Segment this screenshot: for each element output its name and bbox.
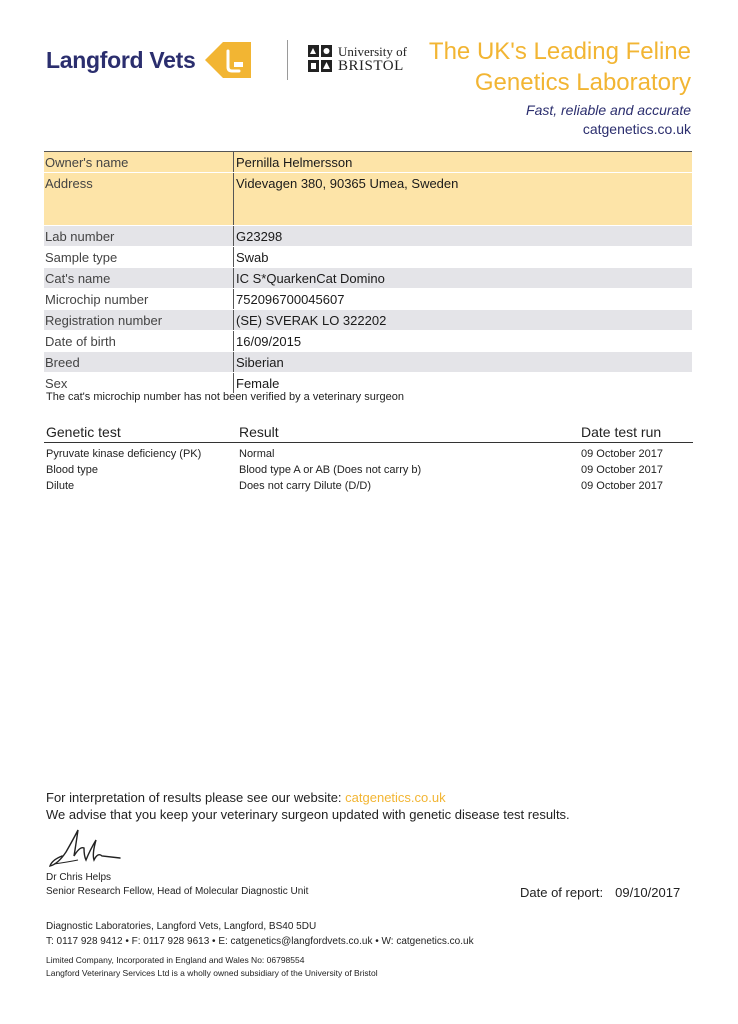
detail-value: 752096700045607 [233, 289, 692, 309]
lab-title [429, 36, 691, 98]
result-row [44, 446, 693, 462]
microchip-note: The cat's microchip number has not been verified by a veterinary surgeon [46, 391, 404, 403]
result-test-name: Dilute [46, 480, 75, 492]
result-date: 09 October 2017 [581, 448, 663, 460]
company-subsidiary: Langford Veterinary Services Ltd is a wholly owned subsidiary of the University of Bristol [46, 968, 378, 978]
header-result: Result [239, 424, 279, 440]
signer-name: Dr Chris Helps [46, 872, 112, 883]
lab-address-block [46, 919, 474, 949]
interpretation-link[interactable]: catgenetics.co.uk [345, 790, 446, 805]
detail-row [44, 173, 692, 226]
detail-label: Owner's name [45, 155, 129, 170]
result-date: 09 October 2017 [581, 480, 663, 492]
header-date-test-run: Date test run [581, 424, 662, 440]
report-date-value: 09/10/2017 [615, 885, 681, 900]
langford-leaf-icon [201, 40, 253, 80]
langford-vets-logo [46, 40, 253, 80]
company-info [46, 954, 378, 980]
detail-value: (SE) SVERAK LO 322202 [233, 310, 692, 330]
signer-title: Senior Research Fellow, Head of Molecular Diagnostic Unit [46, 886, 309, 897]
detail-label: Sample type [45, 250, 118, 265]
detail-label: Lab number [45, 229, 115, 244]
lab-contact: T: 0117 928 9412 • F: 0117 928 9613 • E: catgenetics@langfordvets.co.uk • W: catgenetics.co.uk [46, 936, 474, 947]
detail-value: Female [233, 373, 692, 393]
detail-value: Videvagen 380, 90365 Umea, Sweden [233, 173, 692, 225]
detail-value: Swab [233, 247, 692, 267]
results-rows [44, 443, 693, 494]
university-of-bristol-logo [307, 44, 407, 74]
detail-label: Cat's name [45, 271, 111, 286]
lab-title-line2: Genetics Laboratory [474, 69, 691, 96]
interpretation-line [46, 789, 570, 806]
detail-label: Sex [45, 376, 68, 391]
detail-row [44, 331, 692, 352]
header-website: catgenetics.co.uk [582, 121, 691, 137]
bristol-crest-icon [307, 44, 333, 74]
report-date [520, 885, 680, 900]
result-test-name: Blood type [46, 464, 98, 476]
result-row [44, 478, 693, 494]
detail-row [44, 310, 692, 331]
report-date-label: Date of report: [520, 885, 604, 900]
result-date: 09 October 2017 [581, 464, 663, 476]
detail-label: Microchip number [45, 292, 149, 307]
lab-title-line1: The UK's Leading Feline [428, 38, 691, 65]
company-registration: Limited Company, Incorporated in England and Wales No: 06798554 [46, 955, 305, 965]
detail-label: Registration number [45, 313, 163, 328]
detail-row [44, 352, 692, 373]
detail-row [44, 226, 692, 247]
result-test-name: Pyruvate kinase deficiency (PK) [46, 448, 202, 460]
results-header-row [44, 424, 693, 443]
detail-row [44, 268, 692, 289]
detail-label: Address [45, 176, 93, 191]
result-row [44, 462, 693, 478]
tagline: Fast, reliable and accurate [526, 102, 691, 118]
detail-value: IC S*QuarkenCat Domino [233, 268, 692, 288]
detail-label: Date of birth [45, 334, 116, 349]
langford-vets-wordmark: Langford Vets [46, 46, 196, 73]
result-value: Normal [239, 448, 275, 460]
detail-value: Siberian [233, 352, 692, 372]
signer-block [46, 871, 308, 899]
interpretation-block [46, 789, 570, 823]
detail-value: G23298 [233, 226, 692, 246]
result-value: Does not carry Dilute (D/D) [239, 480, 372, 492]
advice-text: We advise that you keep your veterinary surgeon updated with genetic disease test results. [46, 807, 570, 822]
signature-image [44, 826, 134, 870]
uob-wordmark: University of BRISTOL [338, 44, 407, 74]
detail-label: Breed [45, 355, 80, 370]
detail-row [44, 152, 692, 173]
lab-address: Diagnostic Laboratories, Langford Vets, Langford, BS40 5DU [46, 921, 317, 932]
results-table [44, 424, 693, 494]
detail-value: 16/09/2015 [233, 331, 692, 351]
detail-row [44, 289, 692, 310]
detail-value: Pernilla Helmersson [233, 152, 692, 172]
result-value: Blood type A or AB (Does not carry b) [239, 464, 422, 476]
cat-details-table [44, 151, 692, 394]
detail-row [44, 247, 692, 268]
interpretation-text: For interpretation of results please see our website: [46, 790, 346, 805]
header-genetic-test: Genetic test [46, 424, 121, 440]
logo-divider [287, 40, 288, 80]
